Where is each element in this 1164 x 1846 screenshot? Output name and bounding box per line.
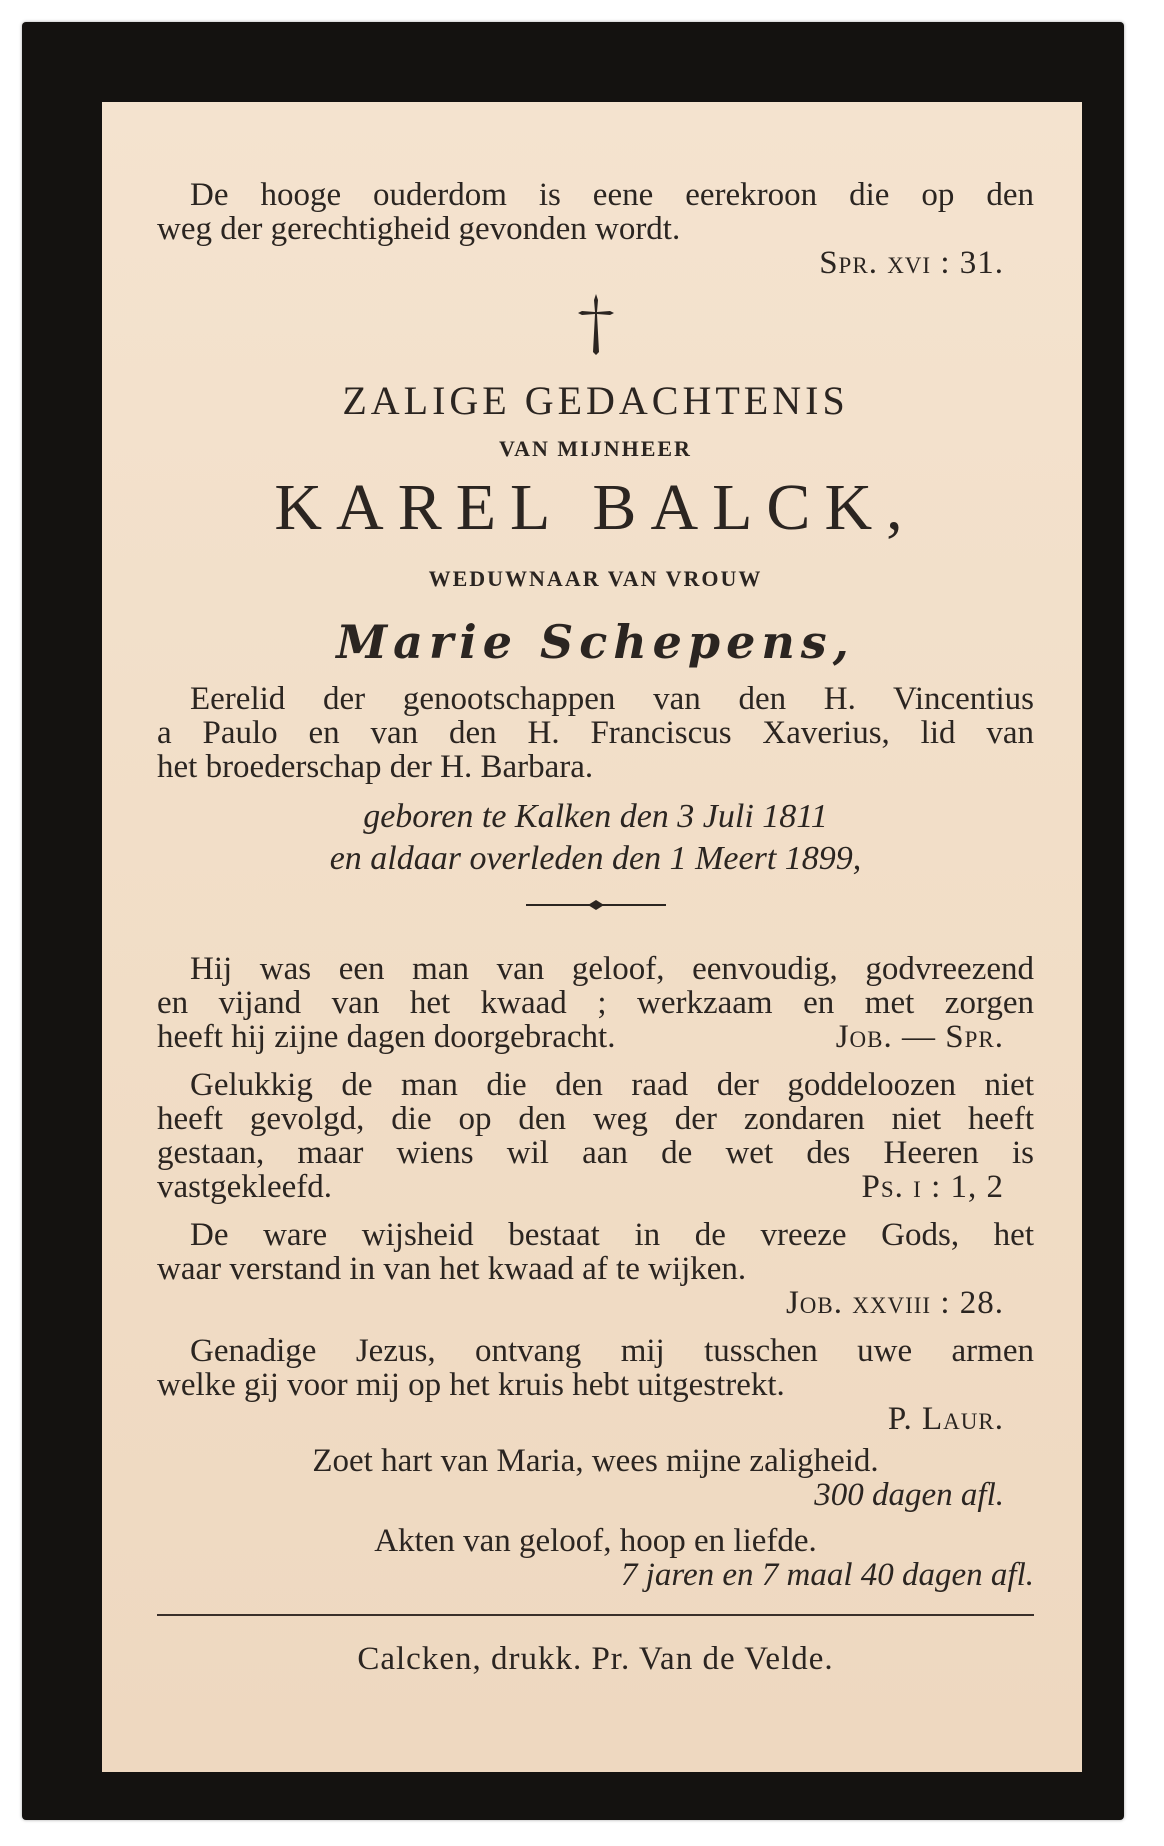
cross-icon [576, 292, 616, 356]
verse-line: en vijand van het kwaad ; werkzaam en met zorgen [157, 985, 1034, 1021]
prayer-2 [157, 1524, 1034, 1592]
verse-line: Gelukkig de man die den raad der goddeloozen niet [190, 1067, 1034, 1103]
verse-line: gestaan, maar wiens wil aan de wet des Heeren is [157, 1135, 1034, 1171]
verse-line: Genadige Jezus, ontvang mij tusschen uwe armen [190, 1333, 1034, 1369]
memorial-card [22, 22, 1124, 1820]
verse-1 [157, 952, 1034, 1054]
death-date: en aldaar overleden den 1 Meert 1899, [329, 840, 862, 877]
birth-date: geboren te Kalken den 3 Juli 1811 [363, 798, 828, 835]
epigraph-line-1: De hooge ouderdom is eene eerekroon die op den [190, 177, 1034, 213]
prayer-text: Zoet hart van Maria, wees mijne zaligheid. [312, 1443, 879, 1479]
verse-2 [157, 1068, 1034, 1204]
title-prefix: VAN MIJNHEER [499, 436, 692, 461]
prayer-indulgence: 300 dagen afl. [814, 1477, 1004, 1513]
printer-line: Calcken, drukk. Pr. Van de Velde. [357, 1641, 834, 1677]
verse-last-line [157, 1170, 1034, 1204]
biography-line-1: Eerelid der genootschappen van den H. Vincentius [190, 681, 1034, 717]
verse-reference: Ps. i : 1, 2 [861, 1169, 1004, 1205]
epigraph-line-2: weg der gerechtigheid gevonden wordt. [157, 211, 681, 247]
verse-line: Hij was een man van geloof, eenvoudig, godvreezend [190, 951, 1034, 987]
verse-line: heeft gevolgd, die op den weg der zondaren niet heeft [157, 1101, 1034, 1137]
verse-line: waar verstand in van het kwaad af te wijken. [157, 1251, 747, 1287]
prayer-text: Akten van geloof, hoop en liefde. [374, 1523, 817, 1559]
verse-line: De ware wijsheid bestaat in de vreeze Gods, het [190, 1217, 1034, 1253]
ornament-divider-icon [526, 898, 666, 912]
memorial-title: ZALIGE GEDACHTENIS [342, 378, 849, 423]
verse-3 [157, 1218, 1034, 1320]
verse-reference: P. Laur. [887, 1401, 1004, 1437]
biography-line-2: a Paulo en van den H. Franciscus Xaverius, lid van [157, 715, 1034, 751]
deceased-name: KAREL BALCK, [274, 471, 917, 544]
verse-reference: Job. xxviii : 28. [785, 1285, 1004, 1321]
epigraph-reference: Spr. xvi : 31. [819, 245, 1004, 281]
verse-line: welke gij voor mij op het kruis hebt uitgestrekt. [157, 1367, 785, 1403]
footer-divider [157, 1614, 1034, 1616]
verse-line: vastgekleefd. [157, 1169, 333, 1205]
prayer-indulgence: 7 jaren en 7 maal 40 dagen afl. [620, 1557, 1034, 1593]
verse-reference: Job. — Spr. [835, 1019, 1004, 1055]
verse-line: heeft hij zijne dagen doorgebracht. [157, 1019, 616, 1055]
relation-line: WEDUWNAAR VAN VROUW [428, 566, 763, 591]
biography-line-3: het broederschap der H. Barbara. [157, 749, 594, 785]
card-paper [102, 102, 1082, 1772]
prayer-1 [157, 1444, 1034, 1512]
verse-last-line [157, 1020, 1034, 1054]
card-content [157, 178, 1034, 1676]
verse-4 [157, 1334, 1034, 1436]
spouse-name: Marie Schepens, [336, 615, 855, 669]
biography [157, 682, 1034, 784]
